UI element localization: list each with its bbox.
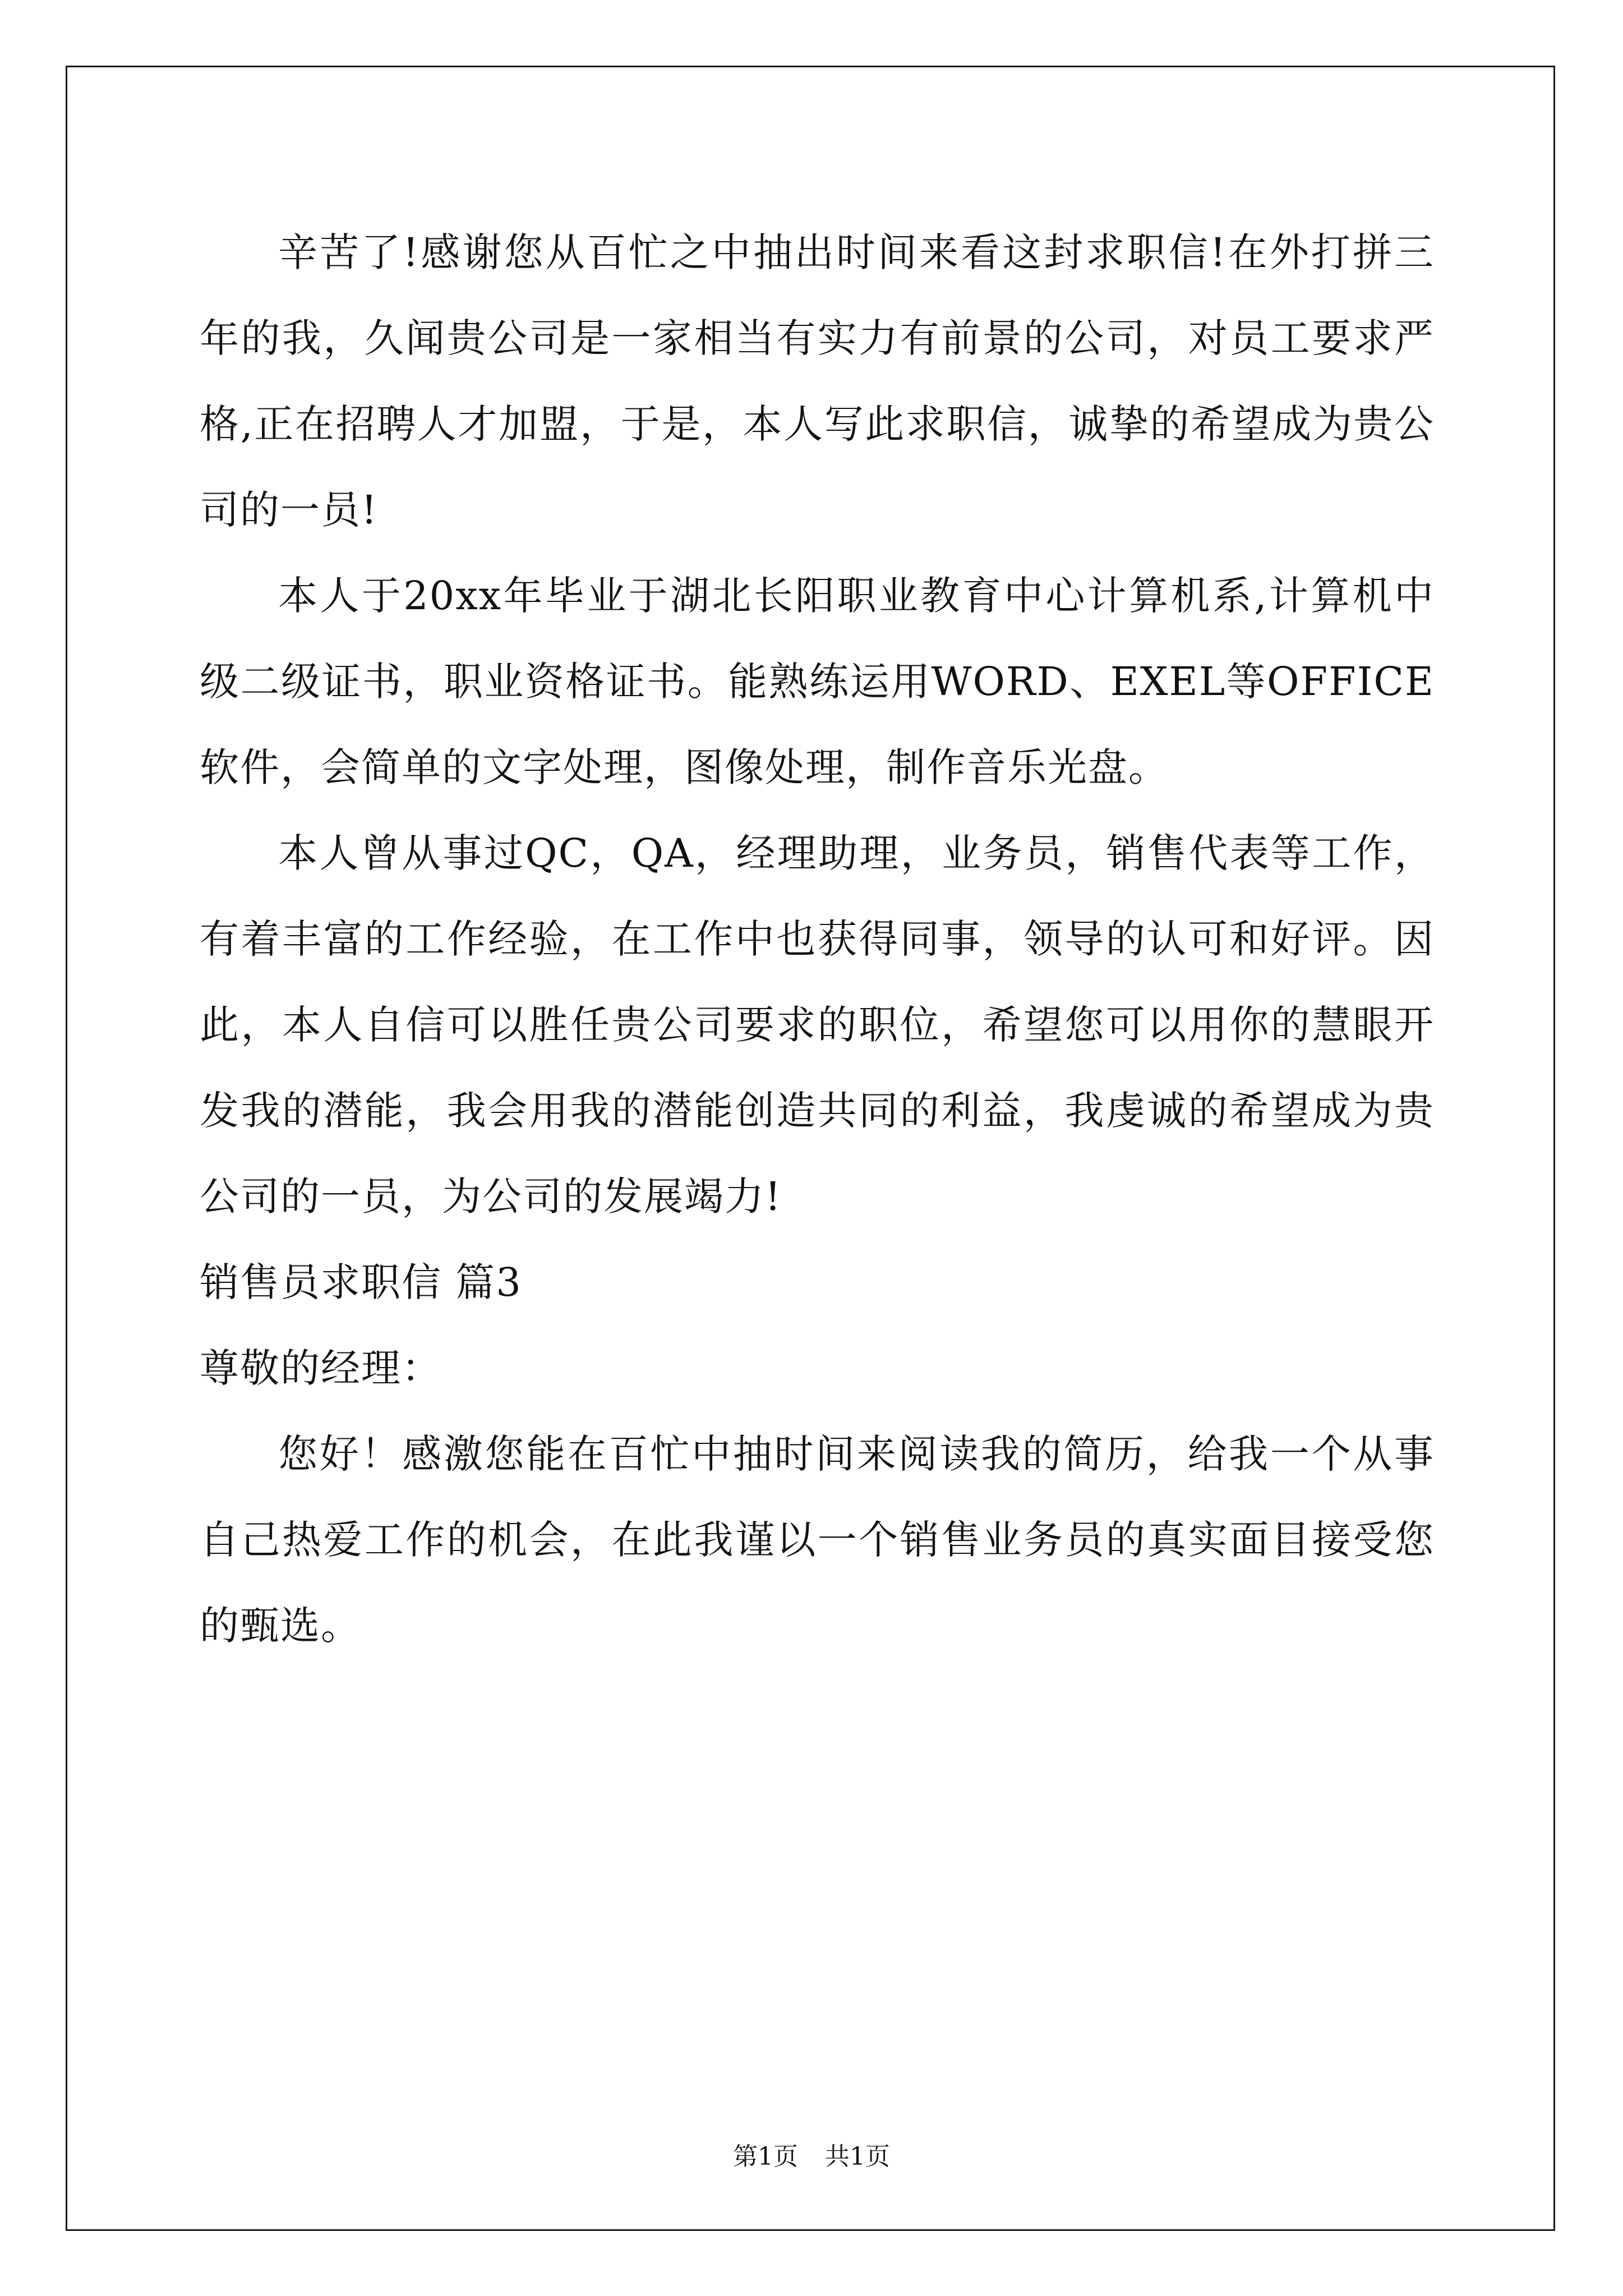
paragraph-intro: 辛苦了!感谢您从百忙之中抽出时间来看这封求职信!在外打拼三年的我，久闻贵公司是一家相当有实力有前景的公司，对员工要求严格,正在招聘人才加盟，于是，本人写此求职信，诚挚的希望成为贵公司的一员! [200,229,1435,533]
paragraph-experience: 本人曾从事过QC，QA，经理助理，业务员，销售代表等工作，有着丰富的工作经验，在工作中也获得同事，领导的认可和好评。因此，本人自信可以胜任贵公司要求的职位，希望您可以用你的慧眼开发我的潜能，我会用我的潜能创造共同的利益，我虔诚的希望成为贵公司的一员，为公司的发展竭力! [200,830,1435,1220]
section-heading: 销售员求职信 篇3 [200,1259,522,1305]
document-body [200,210,1435,1669]
page-number: 第1页 [733,2142,798,2171]
page-total: 共1页 [825,2142,890,2171]
paragraph-greeting: 您好！感激您能在百忙中抽时间来阅读我的简历，给我一个从事自己热爱工作的机会，在此我谨以一个销售业务员的真实面目接受您的甄选。 [200,1431,1435,1649]
paragraph-education: 本人于20xx年毕业于湖北长阳职业教育中心计算机系,计算机中级二级证书，职业资格证书。能熟练运用WORD、EXEL等OFFICE软件，会简单的文字处理，图像处理，制作音乐光盘。 [200,573,1435,790]
page-footer [0,2140,1623,2174]
salutation: 尊敬的经理： [200,1345,442,1391]
